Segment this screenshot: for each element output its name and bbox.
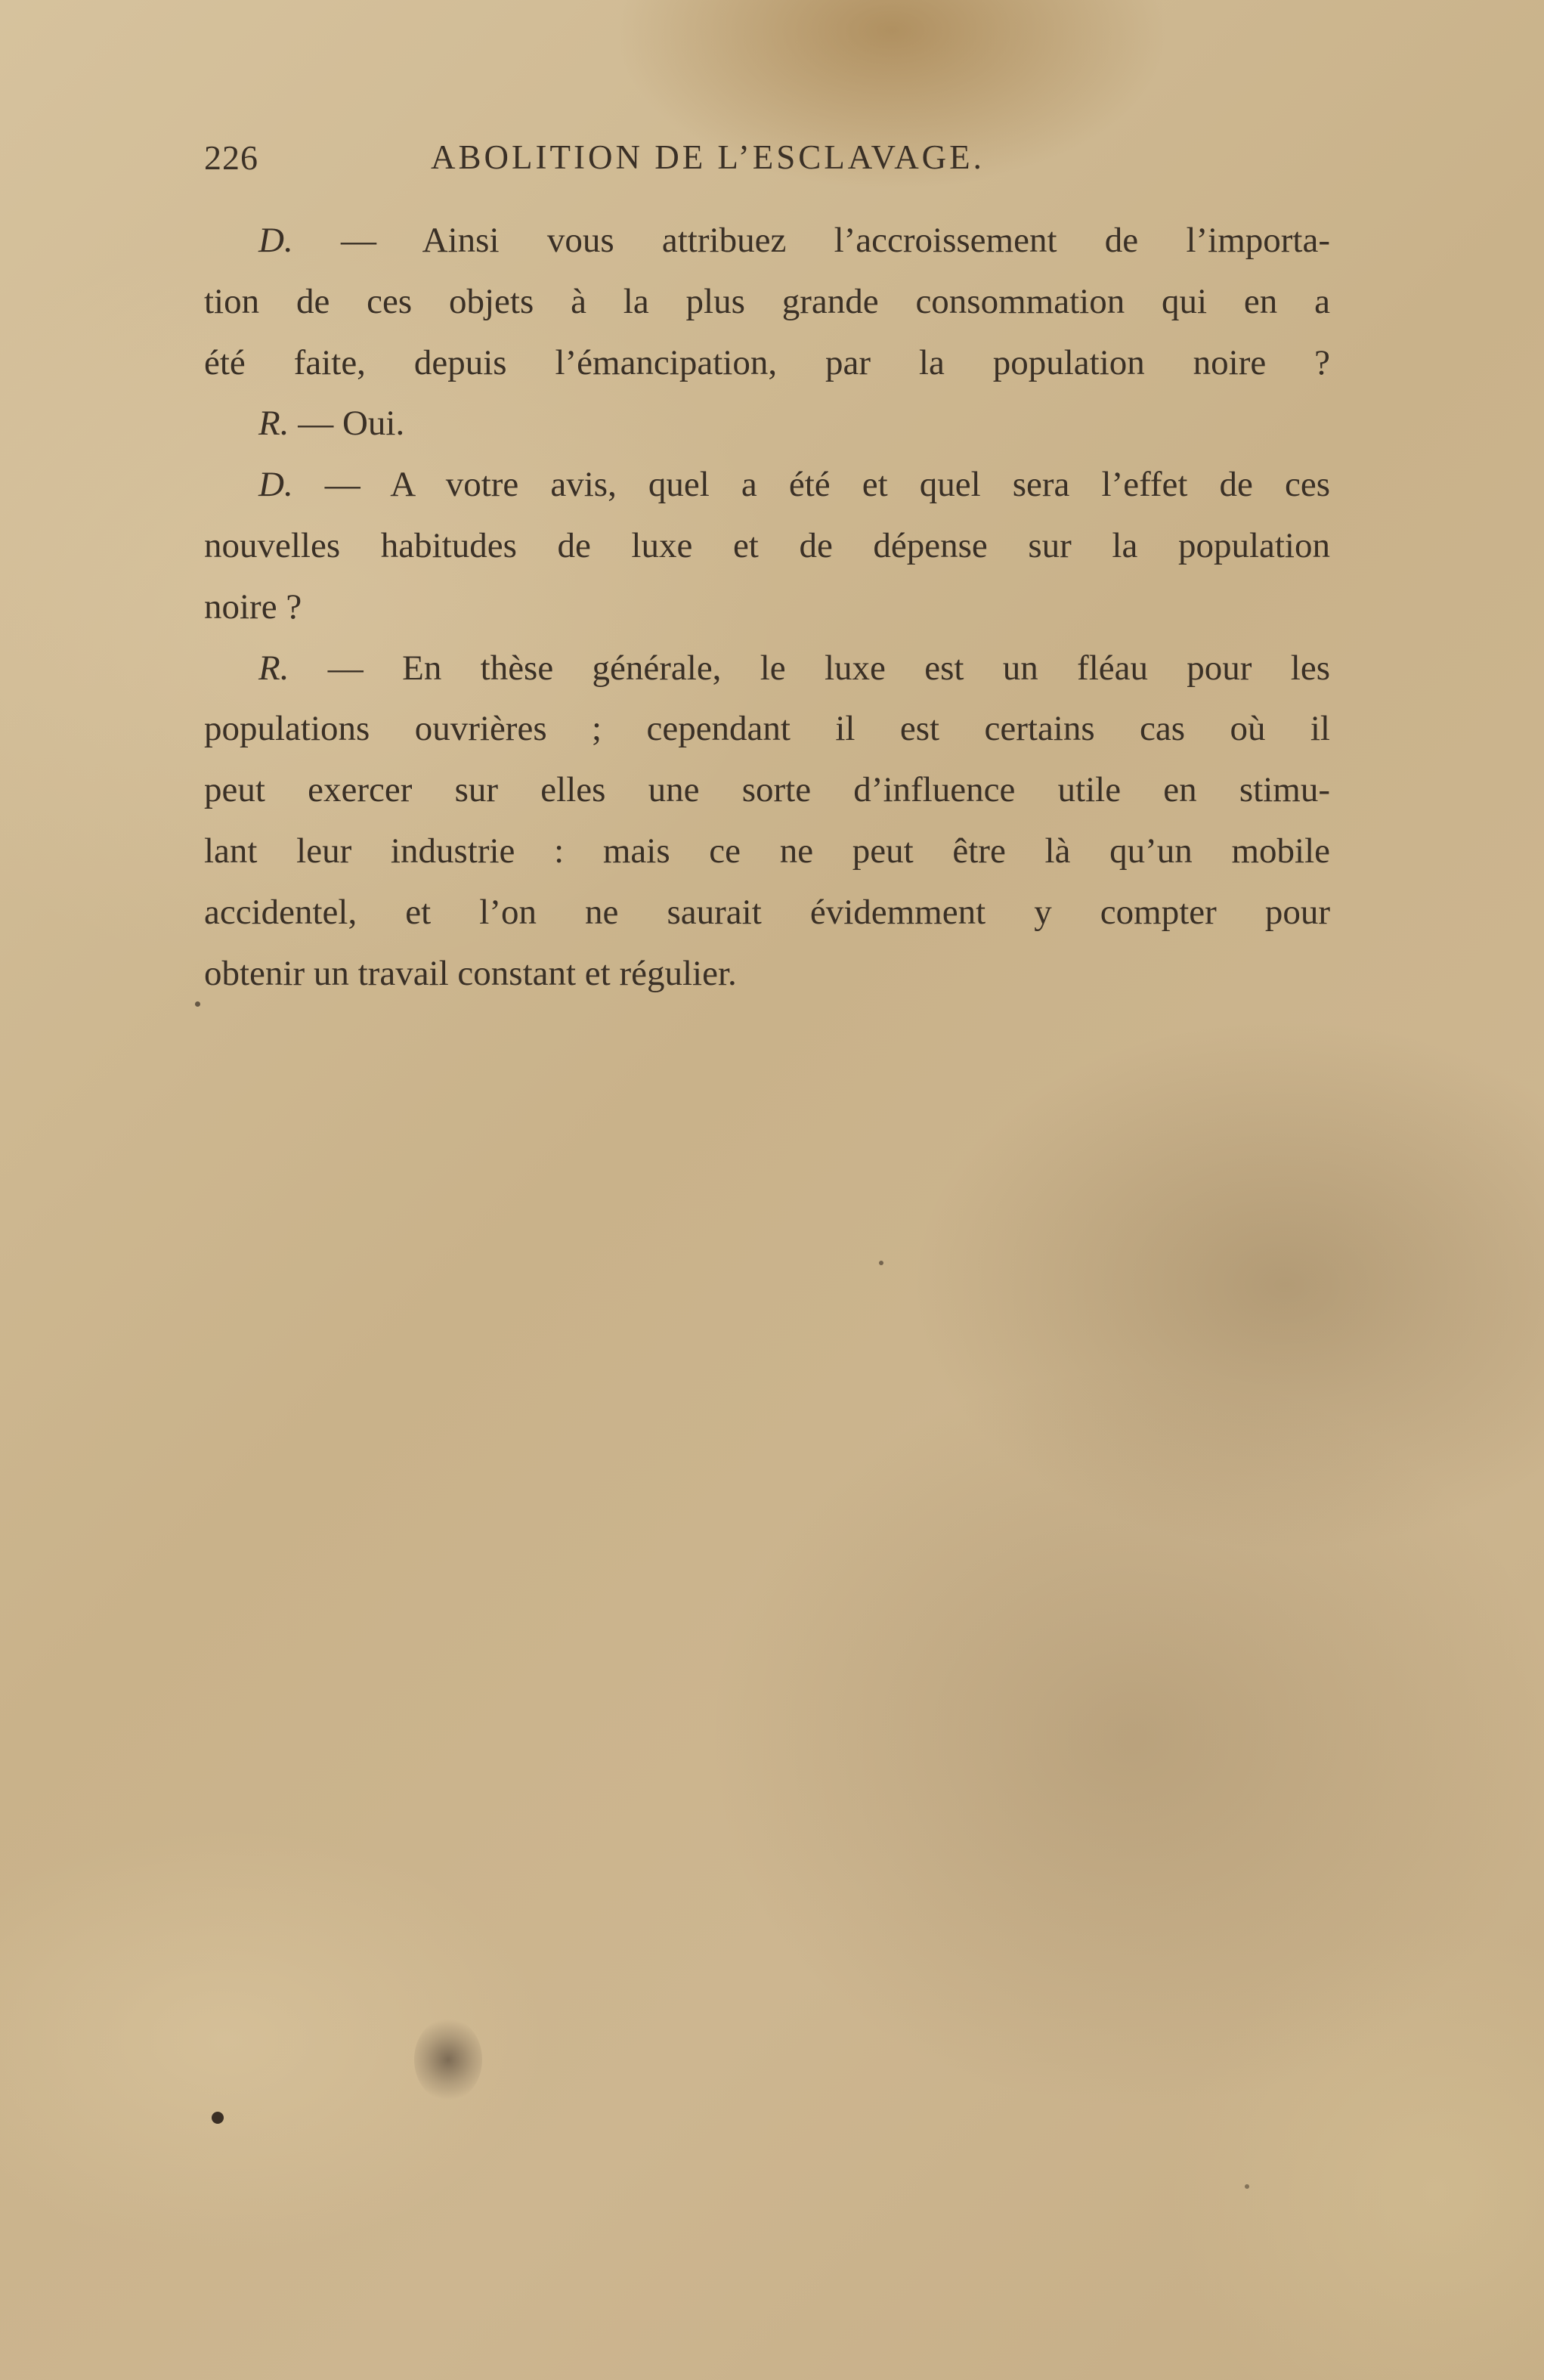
text-line — [204, 577, 1330, 638]
line-text: lant leur industrie : mais ce ne peut être là qu’un mobile — [204, 831, 1330, 871]
line-text: accidentel, et l’on ne saurait évidemment y compter pour — [204, 892, 1330, 932]
ink-speck — [195, 1001, 200, 1007]
text-line — [204, 454, 1330, 515]
text-line — [204, 515, 1330, 577]
text-line — [204, 760, 1330, 821]
line-text: été faite, depuis l’émancipation, par la population noire ? — [204, 342, 1330, 382]
text-line — [204, 333, 1330, 394]
line-text: — En thèse générale, le luxe est un fléau pour les — [289, 648, 1330, 688]
line-text: peut exercer sur elles une sorte d’influence utile en stimu- — [204, 770, 1330, 810]
speaker-label: D. — [258, 465, 293, 505]
text-line — [204, 638, 1330, 699]
speaker-label: R. — [258, 404, 289, 444]
ink-speck — [879, 1261, 883, 1265]
line-text: populations ouvrières ; cependant il est certains cas où il — [204, 709, 1330, 749]
text-line — [204, 393, 1330, 454]
ink-smudge — [414, 2018, 482, 2101]
text-line — [204, 943, 1330, 1004]
line-text: obtenir un travail constant et régulier. — [204, 953, 737, 993]
line-text: nouvelles habitudes de luxe et de dépense sur la population — [204, 525, 1330, 565]
speaker-label: D. — [258, 221, 293, 260]
text-line — [204, 821, 1330, 882]
line-text: tion de ces objets à la plus grande consommation qui en a — [204, 281, 1330, 321]
line-text: noire ? — [204, 586, 302, 627]
ink-speck — [1245, 2184, 1249, 2189]
speaker-label: R. — [258, 648, 289, 688]
text-line — [204, 882, 1330, 943]
text-line — [204, 271, 1330, 333]
ink-spot — [212, 2112, 224, 2124]
line-text: — Ainsi vous attribuez l’accroissement de l’importa- — [292, 221, 1330, 260]
dialogue-text — [204, 210, 1330, 1004]
page-number: 226 — [204, 138, 258, 177]
running-header — [204, 138, 1330, 190]
text-line — [204, 698, 1330, 760]
text-line — [204, 210, 1330, 271]
header-title: ABOLITION DE L’ESCLAVAGE. — [431, 138, 985, 176]
line-text: — A votre avis, quel a été et quel sera l’effet de ces — [292, 465, 1330, 505]
line-text: — Oui. — [289, 404, 405, 444]
